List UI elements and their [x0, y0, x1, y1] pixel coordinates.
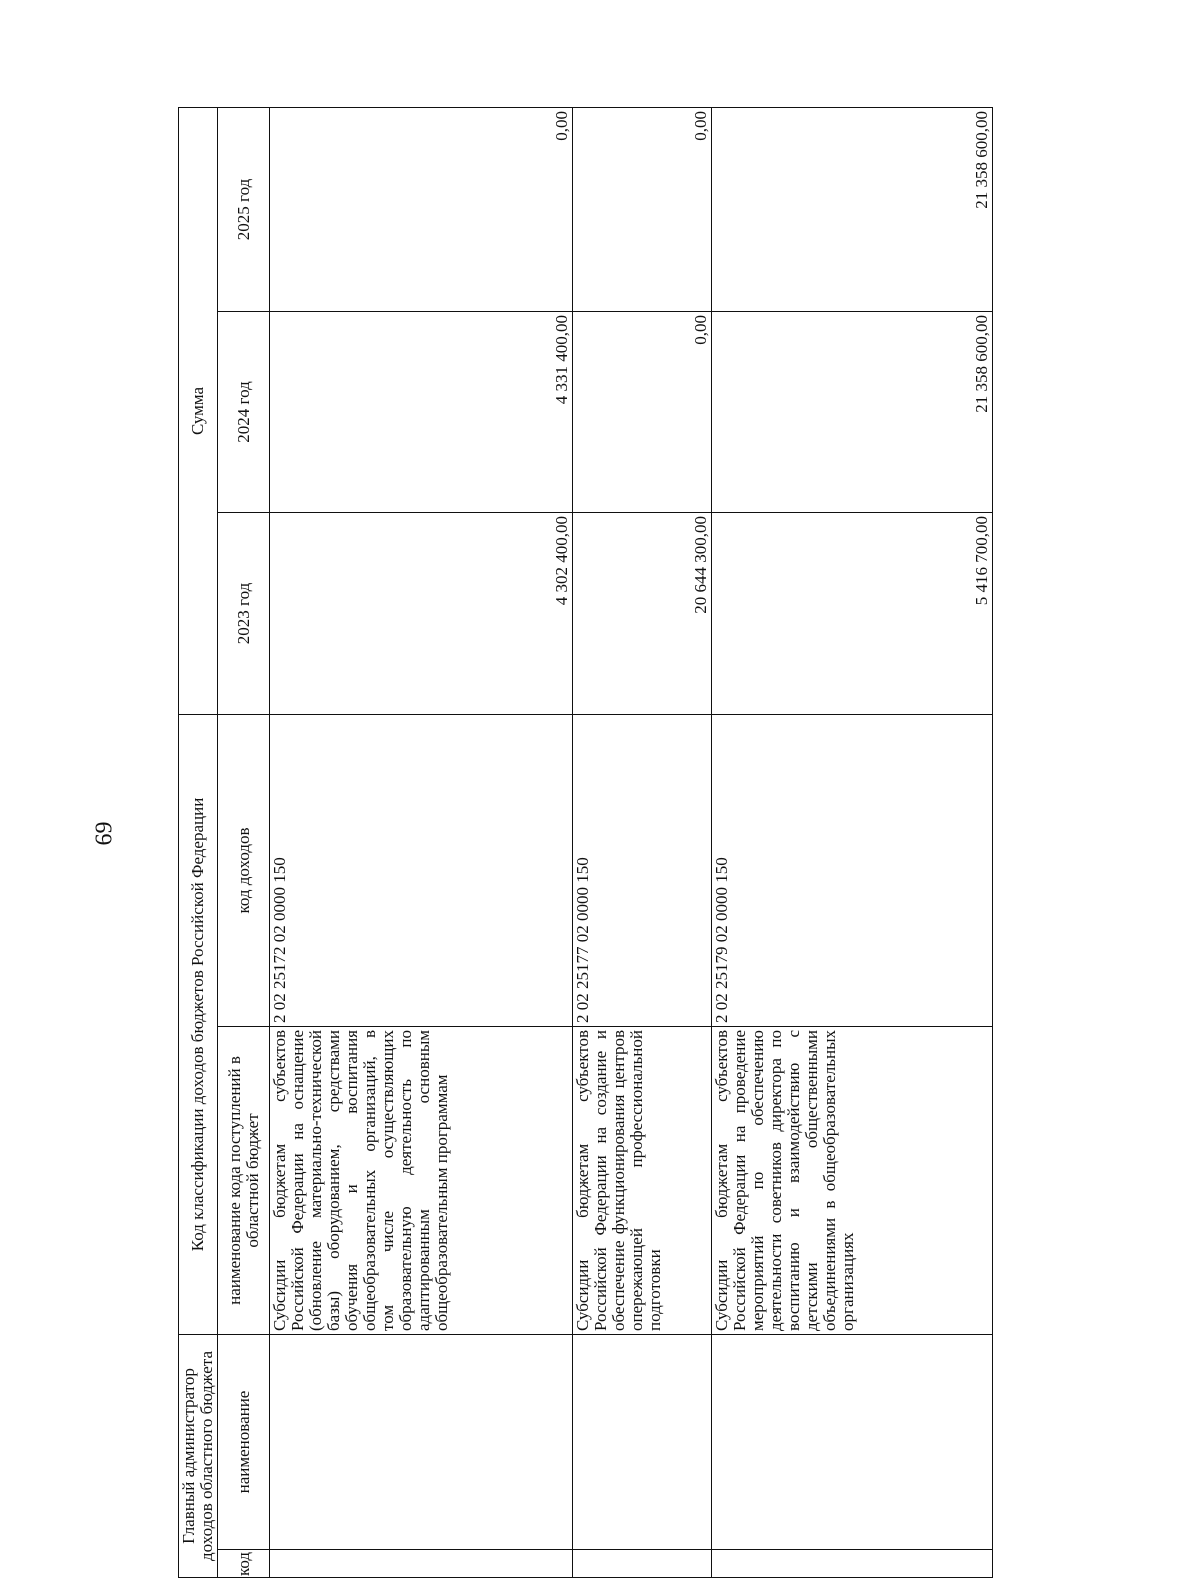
table-row — [711, 107, 992, 1577]
table-row — [572, 107, 711, 1577]
cell-description: Субсидии бюджетам субъектов Российской Федерации на создание и обеспечение функционирования центров опережающей профессиональной подготовки — [572, 1027, 711, 1335]
header-col-naim-kod: наименование кода поступлений в областной бюджет — [218, 1027, 270, 1335]
header-admin-group: Главный администратор доходов областного бюджета — [179, 1335, 218, 1578]
header-col-2023: 2023 год — [218, 512, 270, 714]
header-col-kod-dohodov: код доходов — [218, 714, 270, 1026]
header-classification-group: Код классификации доходов бюджетов Российской Федерации — [179, 714, 218, 1334]
cell-income-code: 2 02 25177 02 0000 150 — [572, 714, 711, 1026]
cell-amount-2025: 21 358 600,00 — [711, 107, 992, 311]
cell-kod — [711, 1550, 992, 1578]
cell-description: Субсидии бюджетам субъектов Российской Федерации на проведение мероприятий по обеспечению деятельности советников директора по воспитанию и взаимодействию с детскими общественными объединениями в общеобразовательных организациях — [711, 1027, 992, 1335]
header-row-groups — [179, 107, 218, 1577]
cell-kod — [270, 1550, 573, 1578]
cell-amount-2024: 21 358 600,00 — [711, 311, 992, 512]
cell-description: Субсидии бюджетам субъектов Российской Федерации на оснащение (обновление материально-технической базы) оборудованием, средствами обучения и воспитания общеобразовательных организаций, в том числе осуществляющих образовательную деятельность по адаптированным основным общеобразовательным программам — [270, 1027, 573, 1335]
cell-kod — [572, 1550, 711, 1578]
header-row-columns — [218, 107, 270, 1577]
revenue-table-container — [178, 108, 993, 1578]
cell-naimenovanie — [711, 1335, 992, 1550]
header-col-naimenovanie: наименование — [218, 1335, 270, 1550]
cell-income-code: 2 02 25172 02 0000 150 — [270, 714, 573, 1026]
header-col-kod: код — [218, 1550, 270, 1578]
cell-naimenovanie — [572, 1335, 711, 1550]
rotated-table-frame — [178, 108, 993, 1578]
cell-amount-2023: 20 644 300,00 — [572, 512, 711, 714]
cell-amount-2025: 0,00 — [270, 107, 573, 311]
page-number: 69 — [91, 821, 118, 846]
revenue-classification-table — [178, 107, 993, 1578]
cell-amount-2023: 4 302 400,00 — [270, 512, 573, 714]
header-col-2025: 2025 год — [218, 107, 270, 311]
cell-amount-2023: 5 416 700,00 — [711, 512, 992, 714]
cell-amount-2024: 0,00 — [572, 311, 711, 512]
table-row — [270, 107, 573, 1577]
cell-amount-2025: 0,00 — [572, 107, 711, 311]
header-col-2024: 2024 год — [218, 311, 270, 512]
cell-naimenovanie — [270, 1335, 573, 1550]
cell-amount-2024: 4 331 400,00 — [270, 311, 573, 512]
cell-income-code: 2 02 25179 02 0000 150 — [711, 714, 992, 1026]
header-sum-group: Сумма — [179, 107, 218, 714]
